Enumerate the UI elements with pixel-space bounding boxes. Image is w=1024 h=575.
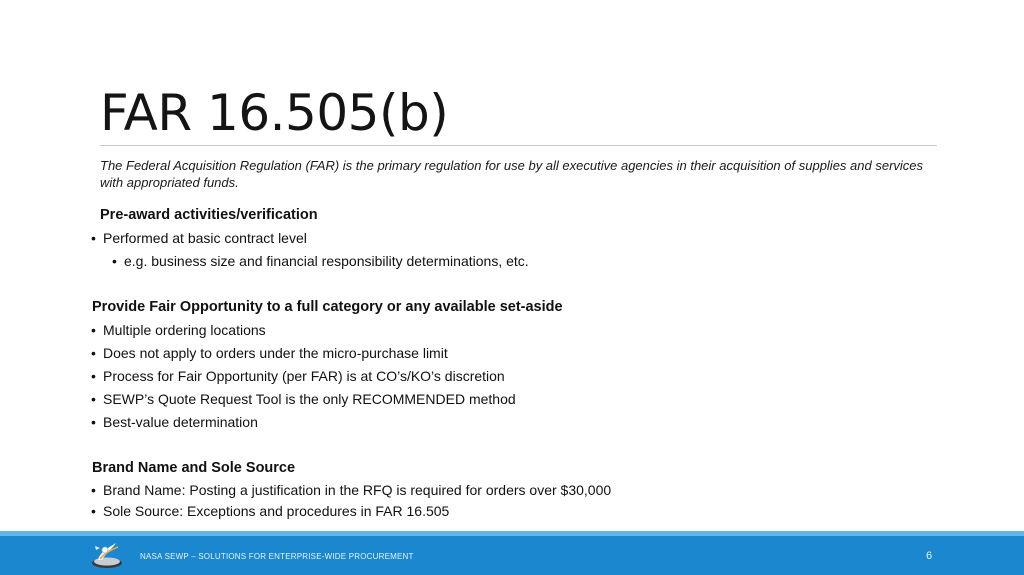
bullet-item — [91, 367, 505, 385]
bullet-text: Brand Name: Posting a justification in the RFQ is required for orders over $30,000 — [103, 482, 612, 498]
bullet-text: Best-value determination — [103, 414, 258, 430]
bullet-text: Performed at basic contract level — [103, 230, 307, 246]
bullet-icon: • — [91, 391, 96, 407]
slide-title: FAR 16.505(b) — [100, 84, 449, 142]
bullet-item — [91, 481, 612, 499]
bullet-text: Does not apply to orders under the micro-purchase limit — [103, 345, 448, 361]
section-heading-pre-award: Pre-award activities/verification — [100, 207, 318, 223]
intro-text: The Federal Acquisition Regulation (FAR) is the primary regulation for use by all executive agencies in their acquisition of supplies and services with appropriated funds. — [100, 158, 924, 190]
bullet-icon: • — [91, 322, 96, 338]
bullet-item — [91, 321, 266, 339]
section-heading-fair-opportunity: Provide Fair Opportunity to a full category or any available set-aside — [92, 299, 563, 315]
footer-text: NASA SEWP – SOLUTIONS FOR ENTERPRISE-WIDE PROCUREMENT — [140, 552, 414, 561]
bullet-item — [91, 502, 450, 520]
bullet-text: Multiple ordering locations — [103, 322, 266, 338]
title-divider — [100, 145, 937, 146]
page-number: 6 — [926, 550, 933, 562]
bullet-item — [91, 390, 516, 408]
bullet-icon: • — [91, 482, 96, 498]
bullet-icon: • — [91, 503, 96, 519]
bullet-icon: • — [91, 368, 96, 384]
bullet-text: e.g. business size and financial responsibility determinations, etc. — [124, 253, 529, 269]
sub-bullet-item — [112, 252, 529, 270]
bullet-icon: • — [91, 345, 96, 361]
bullet-icon: • — [112, 253, 117, 269]
bullet-item — [91, 344, 448, 362]
bullet-icon: • — [91, 230, 96, 246]
bullet-item — [91, 229, 307, 247]
bullet-icon: • — [91, 414, 96, 430]
bullet-text: SEWP’s Quote Request Tool is the only RECOMMENDED method — [103, 391, 516, 407]
bullet-text: Process for Fair Opportunity (per FAR) is at CO’s/KO’s discretion — [103, 368, 505, 384]
bullet-item — [91, 413, 258, 431]
section-heading-brand-name: Brand Name and Sole Source — [92, 460, 296, 476]
nasa-sewp-logo-icon — [90, 538, 124, 570]
bullet-text: Sole Source: Exceptions and procedures in FAR 16.505 — [103, 503, 450, 519]
